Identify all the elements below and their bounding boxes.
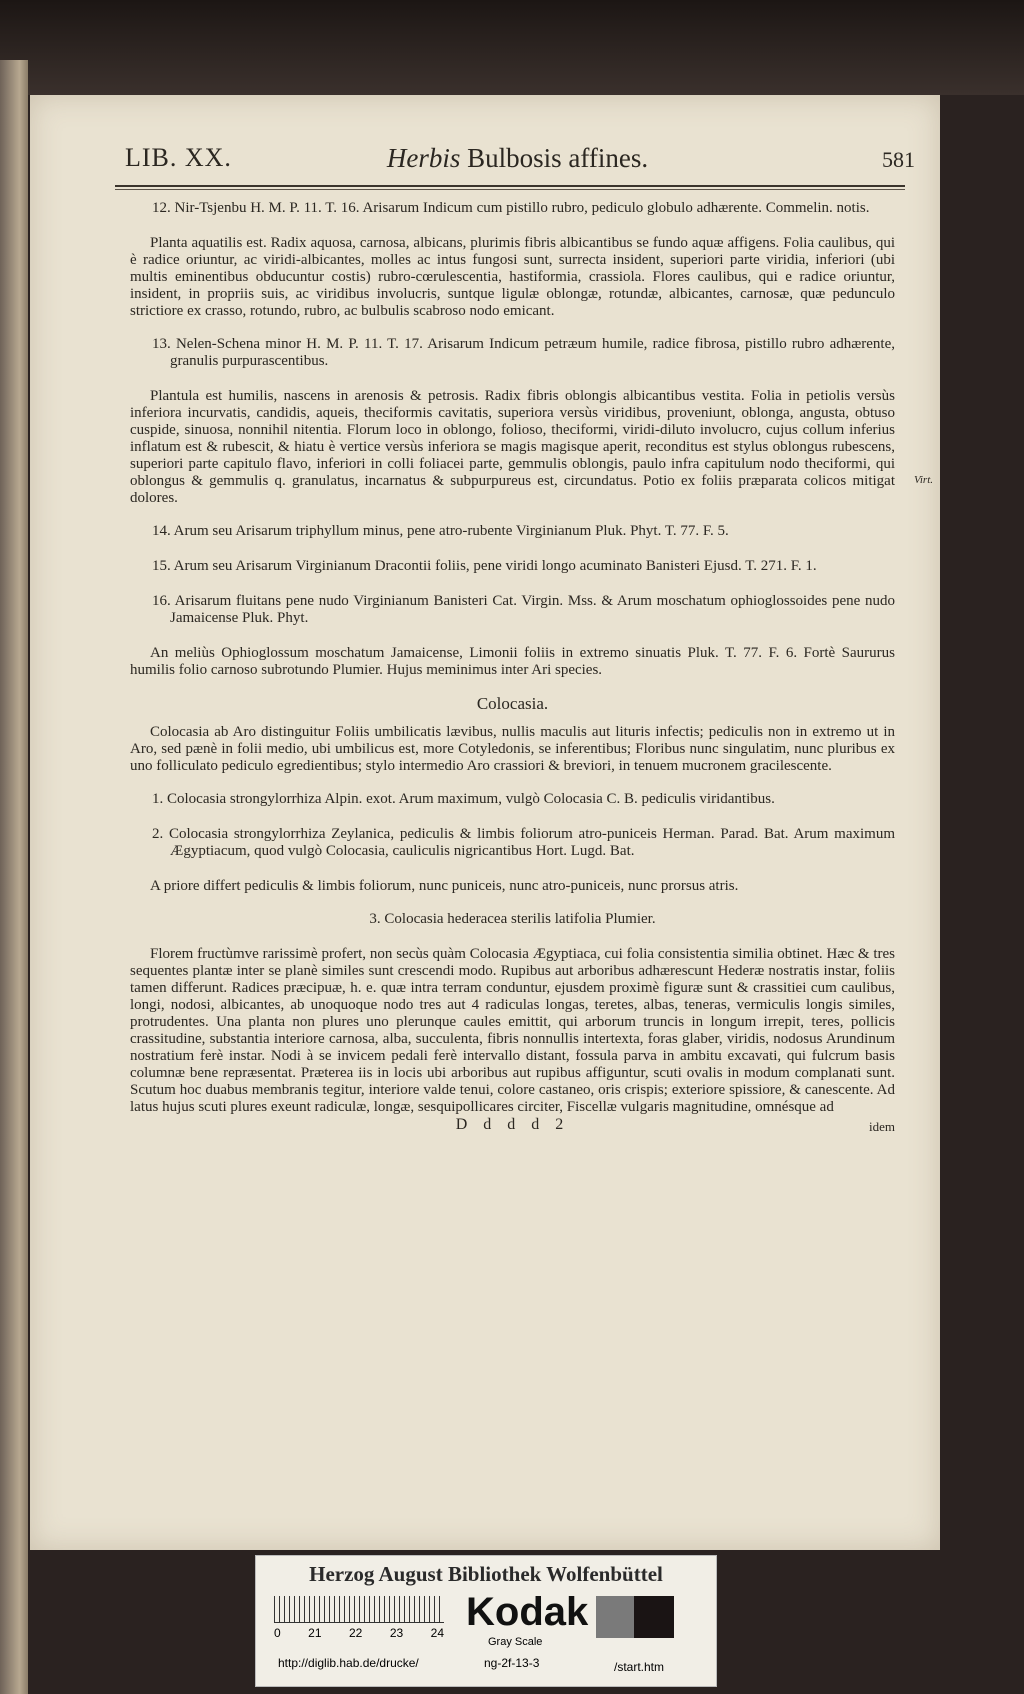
- entry-12: 12. Nir-Tsjenbu H. M. P. 11. T. 16. Arisarum Indicum cum pistillo rubro, pediculo globulo adhærente. Commelin. notis.: [152, 200, 870, 216]
- entry-15: 15. Arum seu Arisarum Virginianum Dracontii foliis, pene viridi longo acuminato Banisteri Ejusd. T. 271. F. 1.: [152, 558, 817, 574]
- paragraph: Florem fructùmve rarissimè profert, non secùs quàm Colocasia Ægyptiaca, cui folia consistentia similia obtinet. Hæc & tres sequentes plantæ inter se planè similes sunt crescendi modo. Rupibus aut arboribus adhærescunt Hederæ nostratis instar, foliis tamen differunt. Radices præcipuæ, h. e. quæ intra terram conduntur, ejusdem proximè figuræ sunt & crassitiei cum caulibus, longi, nodosi, albicantes, ab unoquoque nodo tres aut 4 radiculas longas, teretes, albas, teneras, vermiculis longis similes, protrudentes. Una planta non plures uno plerunque caules emittit, qui arborum truncis in longum irrepit, teres, pollicis crassitudine, substantia interiore carnosa, alba, succulenta, fibris nonnullis intertexta, foras glaber, viridis, nodosus Arundinum nostratium ferè instar. Nodi à se invicem pedali ferè intervallo distant, fossula parva in ambitu excavati, qui fulcrum basis columnæ bene repræsentat. Præterea iis in locis ubi arboribus aut rupibus affiguntur, scuti ovalis in modum complanati sunt. Scutum hoc duabus membranis tegitur, interiore valde tenui, colore castaneo, oris crispis; exteriore spissiore, & canescente. Ad latus hujus scuti plures exeunt radiculæ, longæ, sesquipollicares circiter, Fiscellæ vulgaris magnitudine, omnésque ad: [130, 946, 895, 1115]
- signature-mark: D d d d 2: [455, 1116, 570, 1133]
- entry-14: 14. Arum seu Arisarum triphyllum minus, pene atro-rubente Virginianum Pluk. Phyt. T. 77. F. 5.: [152, 523, 729, 539]
- colocasia-entry-3: 3. Colocasia hederacea sterilis latifolia Plumier.: [369, 911, 656, 927]
- book-page: [30, 95, 940, 1550]
- library-name: Herzog August Bibliothek Wolfenbüttel: [309, 1562, 663, 1586]
- paragraph: An meliùs Ophioglossum moschatum Jamaicense, Limonii foliis in extremo sinuatis Pluk. T. 77. F. 6. Fortè Saururus humilis folio carnoso subrotundo Plumier. Hujus meminimus inter Ari species.: [130, 645, 895, 678]
- tick-label: 21: [308, 1626, 322, 1640]
- kodak-logo: Kodak: [466, 1590, 589, 1634]
- black-patch: [634, 1596, 674, 1638]
- page-number: 581: [882, 147, 915, 172]
- shelf-signature: ng-2f-13-3: [484, 1656, 540, 1670]
- title-rest: Bulbosis affines.: [467, 143, 649, 173]
- tick-label: 0: [274, 1626, 281, 1640]
- colocasia-entry-1: 1. Colocasia strongylorrhiza Alpin. exot. Arum maximum, vulgò Colocasia C. B. pediculis viridantibus.: [152, 791, 775, 807]
- header-rule-thin: [115, 189, 905, 190]
- paragraph: Colocasia ab Aro distinguitur Foliis umbilicatis lævibus, nullis maculis aut lituris infectis; pediculis non in extremo ut in Aro, sed pænè in folii medio, ubi umbilicus est, more Cotyledonis, se inferentibus; Floribus nunc singulatim, nunc pluribus ex uno folliculato pediculo egredientibus; stylo intermedio Aro crassiori & breviori, in tenuem mucronem gracilescente.: [130, 724, 895, 774]
- tick-label: 23: [389, 1626, 404, 1640]
- entry-16: 16. Arisarum fluitans pene nudo Virginianum Banisteri Cat. Virgin. Mss. & Arum moschatum ophioglossoides pene nudo Jamaicense Pluk. Phyt.: [152, 593, 895, 626]
- margin-note: Virt.: [913, 474, 933, 486]
- gray-scale-label: Gray Scale: [488, 1636, 543, 1648]
- paragraph: Planta aquatilis est. Radix aquosa, carnosa, albicans, plurimis fibris albicantibus se fundo aquæ affigens. Folia caulibus, qui è radice oriuntur, ac viridi-albicantes, molles ac intus fungosi sunt, surrecta insident, superiori parte viridia, inferiori (ubi multis eminentibus obducuntur costis) rubro-cœrulescentia, hastiformia, crassiola. Flores caulibus, qui e radice oriuntur, insident, in propriis suis, ac viridibus involucris, suntque ligulæ oblongæ, rotundæ, albicantes, carnosæ, quæ pedunculo strictiore ex crasso, rotundo, rubro, ac bulbulis scabroso nodo emicant.: [130, 235, 895, 319]
- page-body: [130, 200, 933, 1134]
- catchword: idem: [869, 1119, 895, 1134]
- section-heading: Colocasia.: [476, 694, 549, 713]
- gray-patch: [596, 1596, 634, 1638]
- scan-background: [0, 0, 1024, 95]
- start-page: /start.htm: [614, 1660, 665, 1674]
- paragraph: A priore differt pediculis & limbis foliorum, nunc puniceis, nunc atro-puniceis, nunc prorsus atris.: [150, 878, 739, 894]
- book-number: LIB. XX.: [125, 143, 232, 172]
- tick-label: 22: [348, 1626, 363, 1640]
- colocasia-entry-2: 2. Colocasia strongylorrhiza Zeylanica, pediculis & limbis foliorum atro-puniceis Herman. Parad. Bat. Arum maximum Ægyptiacum, quod vulgò Colocasia, cauliculis nigricantibus Hort. Lugd. Bat.: [152, 826, 895, 859]
- source-url: http://diglib.hab.de/drucke/: [278, 1656, 419, 1670]
- color-target-card: [255, 1555, 717, 1687]
- running-title: [125, 143, 910, 174]
- entry-13: 13. Nelen-Schena minor H. M. P. 11. T. 17. Arisarum Indicum petræum humile, radice fibrosa, pistillo rubro adhærente, granulis purpurascentibus.: [152, 336, 895, 369]
- ruler-ticks: [274, 1626, 444, 1640]
- header-rule: [115, 185, 905, 187]
- scale-ruler: [274, 1596, 444, 1623]
- title-italic: Herbis: [386, 143, 461, 173]
- tick-label: 24: [430, 1626, 444, 1640]
- paragraph: Plantula est humilis, nascens in arenosis & petrosis. Radix fibris oblongis albicantibus vestita. Folia in petiolis versùs inferiora incurvatis, candidis, aqueis, theciformis cavitatis, superiora versùs viridibus, proveniunt, oblonga, angusta, obtuso cuspide, sinuosa, nonnihil nitentia. Florum loco in oblongo, folioso, theciformi, viridi-diluto involucro, cujus collum inferius inflatum est & rubescit, & hiatu è vertice versùs inferiora se magis magisque aperit, reconditus est stylus oblongus rubescens, superiori parte capitulo flavo, inferiori in colli foliacei parte, gemmulis oblongis, paulo infra capitulum nodo theciformi, qui oblongus & gemmulis q. granulatus, incarnatus & subpurpureus est, circundatus. Potio ex foliis præparata colicos mitigat dolores.: [130, 388, 895, 506]
- running-header: [125, 143, 915, 183]
- book-edge: [0, 60, 28, 1694]
